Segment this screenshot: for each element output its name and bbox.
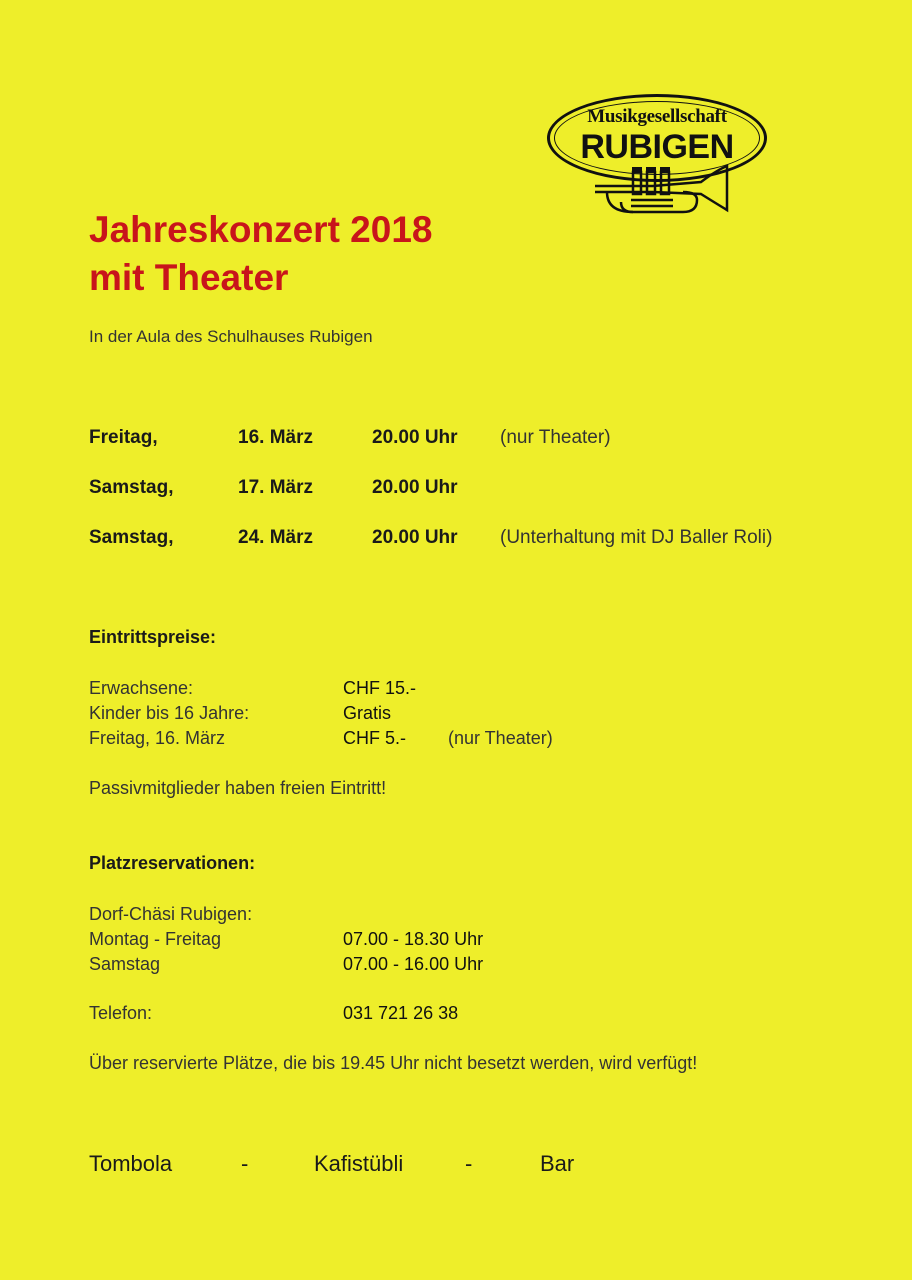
price-row — [89, 703, 809, 727]
price-note: (nur Theater) — [448, 728, 553, 748]
schedule-day: Freitag, — [89, 427, 158, 448]
schedule-time: 20.00 Uhr — [372, 527, 458, 548]
footer-separator: - — [465, 1151, 473, 1176]
price-label: Kinder bis 16 Jahre: — [89, 703, 250, 723]
reservation-notice: Über reservierte Plätze, die bis 19.45 Uhr nicht besetzt werden, wird verfügt! — [89, 1053, 698, 1073]
footer-item-tombola: Tombola — [89, 1151, 173, 1176]
logo — [547, 94, 773, 224]
reservation-location: Dorf-Chäsi Rubigen: — [89, 904, 253, 924]
price-value: CHF 15.- — [343, 678, 417, 698]
venue-text: In der Aula des Schulhauses Rubigen — [89, 327, 373, 346]
price-row — [89, 728, 809, 752]
price-value: CHF 5.- — [343, 728, 406, 748]
schedule-row — [89, 527, 809, 551]
schedule-row — [89, 477, 809, 501]
logo-town: RUBIGEN — [580, 128, 734, 166]
hours-value: 07.00 - 16.00 Uhr — [343, 954, 484, 974]
footer-item-bar: Bar — [540, 1151, 575, 1176]
schedule-time: 20.00 Uhr — [372, 477, 458, 498]
schedule-day: Samstag, — [89, 477, 174, 498]
schedule-note: (Unterhaltung mit DJ Baller Roli) — [500, 527, 773, 548]
hours-label: Samstag — [89, 954, 161, 974]
reservations-heading: Platzreservationen: — [89, 853, 256, 873]
footer-offerings — [89, 1151, 789, 1181]
schedule-day: Samstag, — [89, 527, 174, 548]
phone-label: Telefon: — [89, 1003, 153, 1023]
schedule-date: 17. März — [238, 477, 313, 498]
page-title — [89, 206, 432, 302]
schedule-time: 20.00 Uhr — [372, 427, 458, 448]
schedule-date: 24. März — [238, 527, 313, 548]
footer-separator: - — [241, 1151, 249, 1176]
title-line-2: mit Theater — [89, 257, 289, 298]
schedule-row — [89, 427, 809, 451]
hours-row — [89, 954, 809, 978]
hours-value: 07.00 - 18.30 Uhr — [343, 929, 484, 949]
price-label: Freitag, 16. März — [89, 728, 226, 748]
passive-members-note: Passivmitglieder haben freien Eintritt! — [89, 778, 387, 798]
schedule-note: (nur Theater) — [500, 427, 611, 448]
prices-heading: Eintrittspreise: — [89, 627, 217, 647]
title-line-1: Jahreskonzert 2018 — [89, 209, 433, 250]
trumpet-icon — [593, 164, 733, 220]
hours-row — [89, 929, 809, 953]
hours-label: Montag - Freitag — [89, 929, 222, 949]
phone-number: 031 721 26 38 — [343, 1003, 459, 1023]
price-label: Erwachsene: — [89, 678, 194, 698]
footer-item-kafistuebli: Kafistübli — [314, 1151, 404, 1176]
price-row — [89, 678, 809, 702]
logo-name: Musikgesellschaft — [587, 106, 727, 127]
price-value: Gratis — [343, 703, 392, 723]
phone-row — [89, 1003, 809, 1027]
schedule-date: 16. März — [238, 427, 313, 448]
